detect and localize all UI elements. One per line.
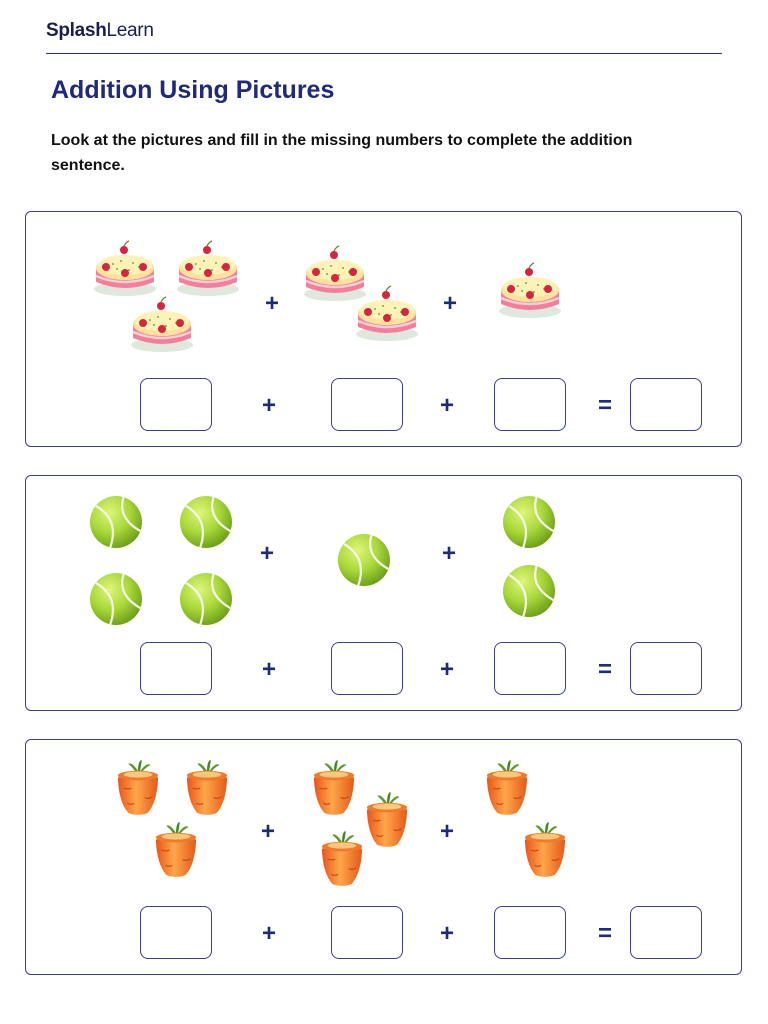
answer-box-1[interactable] [140,906,212,959]
answer-box-3[interactable] [494,906,566,959]
plus-sign: + [261,392,276,419]
tennis-ball-icon [336,532,392,588]
problem-2-panel [25,475,742,711]
equals-sign: = [597,656,612,683]
plus-sign: + [261,656,276,683]
carrot-icon [483,758,531,818]
plus-sign: + [264,290,279,317]
tennis-ball-icon [501,563,557,619]
carrot-icon [521,820,569,880]
answer-box-3[interactable] [494,642,566,695]
answer-box-1[interactable] [140,378,212,431]
tennis-ball-icon [88,571,144,627]
tennis-ball-icon [88,494,144,550]
carrot-icon [363,790,411,850]
plus-sign: + [439,818,454,845]
carrot-icon [318,829,366,889]
equals-sign: = [597,392,612,419]
tennis-ball-icon [178,571,234,627]
tennis-ball-icon [178,494,234,550]
instructions: Look at the pictures and fill in the missing numbers to complete the addition sentence. [51,132,633,174]
page-title: Addition Using Pictures [51,76,335,104]
cake-icon [498,262,562,320]
problem-1-panel [25,211,742,447]
answer-box-2[interactable] [331,906,403,959]
problem-3-panel [25,739,742,975]
plus-sign: + [439,392,454,419]
tennis-ball-icon [501,494,557,550]
plus-sign: + [441,540,456,567]
carrot-icon [183,758,231,818]
cake-icon [93,240,157,298]
plus-sign: + [442,290,457,317]
cake-icon [176,240,240,298]
answer-box-sum[interactable] [630,642,702,695]
answer-box-2[interactable] [331,642,403,695]
plus-sign: + [439,920,454,947]
carrot-icon [114,758,162,818]
header-divider [46,53,722,54]
plus-sign: + [439,656,454,683]
answer-box-sum[interactable] [630,378,702,431]
plus-sign: + [261,920,276,947]
cake-icon [355,285,419,343]
answer-box-2[interactable] [331,378,403,431]
answer-box-3[interactable] [494,378,566,431]
carrot-icon [310,758,358,818]
splashlearn-logo: SplashLearn [46,20,154,41]
answer-box-sum[interactable] [630,906,702,959]
plus-sign: + [260,818,275,845]
plus-sign: + [259,540,274,567]
equals-sign: = [597,920,612,947]
cake-icon [130,296,194,354]
answer-box-1[interactable] [140,642,212,695]
carrot-icon [152,820,200,880]
